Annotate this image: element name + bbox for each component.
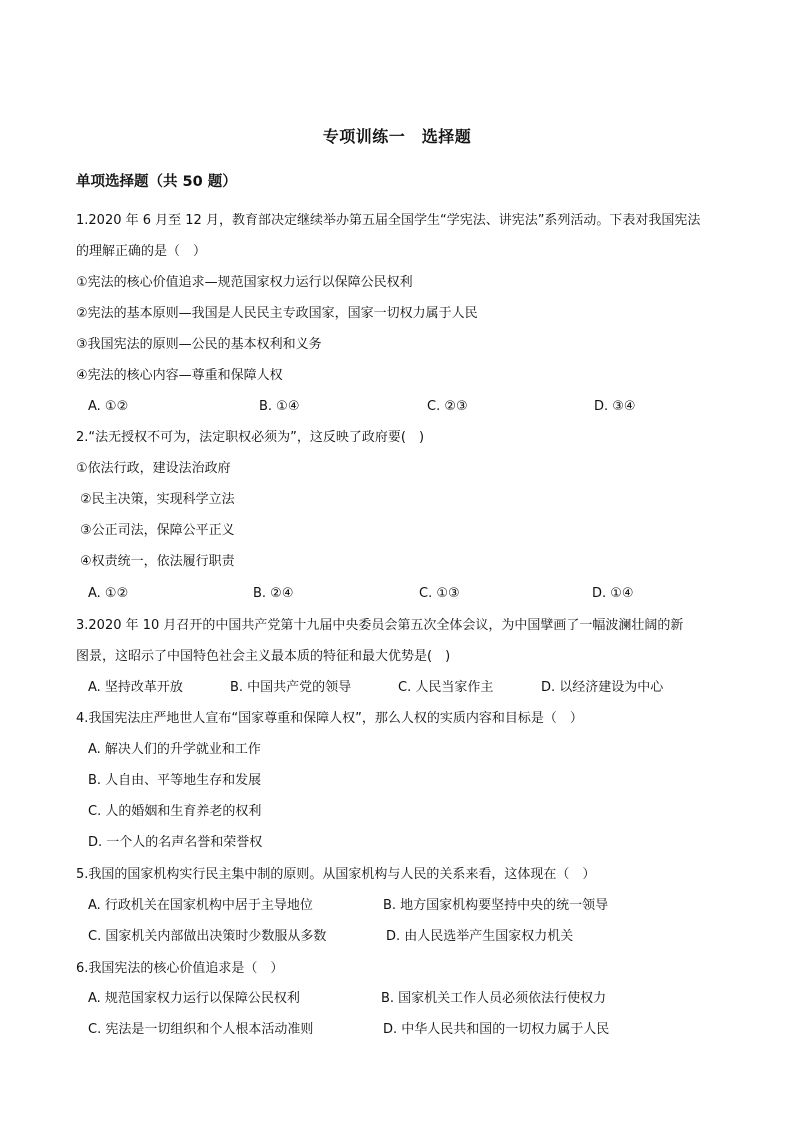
- q1-option-d[interactable]: D. ③④: [594, 399, 636, 414]
- q1-item-3: ③我国宪法的原则—公民的基本权利和义务: [76, 337, 322, 352]
- q5-option-b[interactable]: B. 地方国家机构要坚持中央的统一领导: [383, 898, 609, 913]
- q6-option-a[interactable]: A. 规范国家权力运行以保障公民权利: [88, 991, 300, 1006]
- q3-option-d[interactable]: D. 以经济建设为中心: [541, 680, 664, 695]
- q3-option-a[interactable]: A. 坚持改革开放: [88, 680, 183, 695]
- q1-item-1: ①宪法的核心价值追求—规范国家权力运行以保障公民权利: [76, 275, 413, 290]
- q2-option-b[interactable]: B. ②④: [253, 586, 294, 601]
- q2-option-c[interactable]: C. ①③: [419, 586, 460, 601]
- page-title: 专项训练一 选择题: [322, 127, 472, 146]
- q1-option-b[interactable]: B. ①④: [259, 399, 300, 414]
- q5-option-a[interactable]: A. 行政机关在国家机构中居于主导地位: [88, 898, 313, 913]
- q2-item-4: ④权责统一，依法履行职责: [80, 554, 235, 569]
- q1-option-a[interactable]: A. ①②: [88, 399, 129, 414]
- q1-item-4: ④宪法的核心内容—尊重和保障人权: [76, 368, 283, 383]
- q5-stem: 5.我国的国家机构实行民主集中制的原则。从国家机构与人民的关系来看，这体现在（ ）: [76, 867, 596, 882]
- q6-stem: 6.我国宪法的核心价值追求是（ ）: [76, 961, 284, 976]
- q3-stem-line1: 3.2020 年 10 月召开的中国共产党第十九届中央委员会第五次全体会议，为中国擘画了一幅波澜壮阔的新: [76, 618, 684, 633]
- q3-option-b[interactable]: B. 中国共产党的领导: [230, 680, 352, 695]
- q6-option-b[interactable]: B. 国家机关工作人员必须依法行使权力: [381, 991, 607, 1006]
- q4-stem: 4.我国宪法庄严地世人宣布“国家尊重和保障人权”，那么人权的实质内容和目标是（ ）: [76, 711, 583, 726]
- q1-stem-line2: 的理解正确的是（ ）: [76, 244, 207, 259]
- q2-item-2: ②民主决策，实现科学立法: [80, 492, 235, 507]
- q3-stem-line2: 图景，这昭示了中国特色社会主义最本质的特征和最大优势是( ): [76, 649, 451, 664]
- q2-option-d[interactable]: D. ①④: [592, 586, 634, 601]
- q1-item-2: ②宪法的基本原则—我国是人民民主专政国家，国家一切权力属于人民: [76, 306, 478, 321]
- q2-item-1: ①依法行政，建设法治政府: [76, 461, 231, 476]
- q1-stem-line1: 1.2020 年 6 月至 12 月，教育部决定继续举办第五届全国学生“学宪法、讲宪法”系列活动。下表对我国宪法: [76, 213, 701, 228]
- q1-option-c[interactable]: C. ②③: [427, 399, 468, 414]
- section-heading: 单项选择题（共 50 题）: [76, 174, 237, 190]
- q2-stem: 2.“法无授权不可为，法定职权必须为”，这反映了政府要( ): [76, 430, 425, 445]
- q5-option-c[interactable]: C. 国家机关内部做出决策时少数服从多数: [88, 929, 327, 944]
- q4-option-a[interactable]: A. 解决人们的升学就业和工作: [88, 742, 261, 757]
- q4-option-b[interactable]: B. 人自由、平等地生存和发展: [88, 773, 262, 788]
- q2-item-3: ③公正司法，保障公平正义: [80, 523, 235, 538]
- q4-option-d[interactable]: D. 一个人的名声名誉和荣誉权: [88, 835, 263, 850]
- q4-option-c[interactable]: C. 人的婚姻和生育养老的权利: [88, 804, 262, 819]
- q3-option-c[interactable]: C. 人民当家作主: [398, 680, 494, 695]
- q6-option-d[interactable]: D. 中华人民共和国的一切权力属于人民: [383, 1022, 610, 1037]
- q5-option-d[interactable]: D. 由人民选举产生国家权力机关: [386, 929, 574, 944]
- q2-option-a[interactable]: A. ①②: [88, 586, 129, 601]
- q6-option-c[interactable]: C. 宪法是一切组织和个人根本活动准则: [88, 1022, 314, 1037]
